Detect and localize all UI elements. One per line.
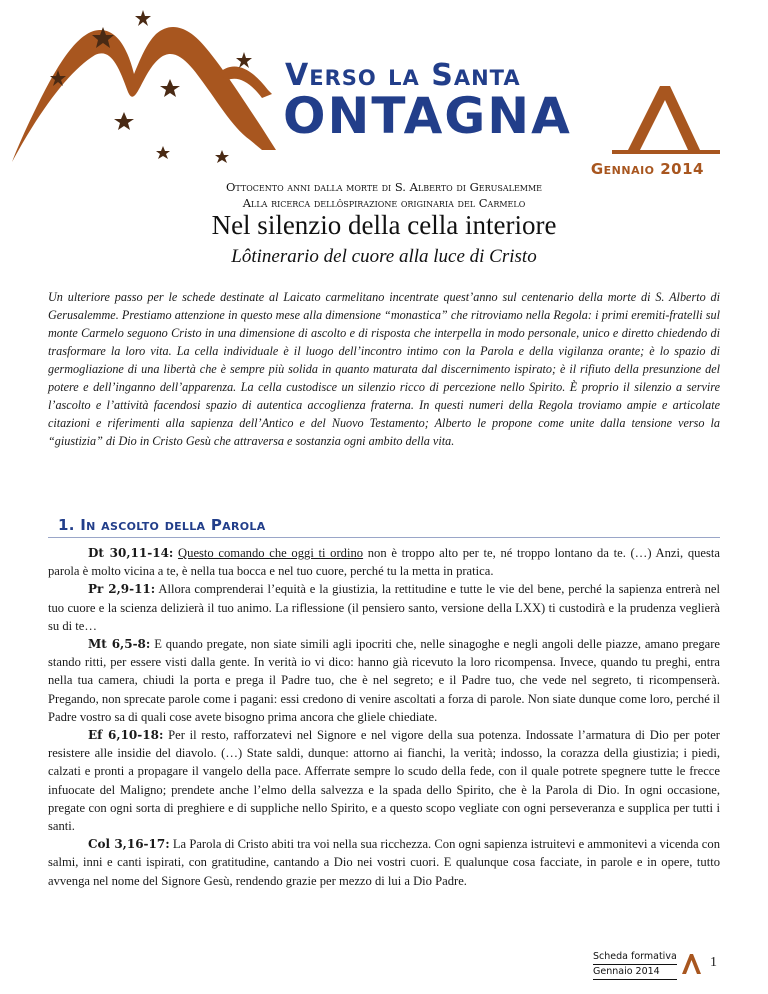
reading-paragraph	[48, 726, 720, 835]
reading-reference: Ef 6,10-18:	[88, 728, 164, 743]
mountain-a-icon	[680, 950, 702, 976]
section-title: 1. In ascolto della Parola	[58, 516, 266, 534]
page-title: Nel silenzio della cella interiore	[211, 210, 557, 240]
issue-date: Gennaio 2014	[590, 160, 704, 178]
reading-reference: Dt 30,11-14:	[88, 546, 174, 560]
footer-label-line2: Gennaio 2014	[593, 965, 677, 980]
footer-label	[593, 950, 677, 980]
reading-paragraph	[48, 580, 720, 635]
footer-label-line1: Scheda formativa	[593, 950, 677, 965]
subtitle-1: Ottocento anni dalla morte di S. Alberto di Gerusalemme	[225, 180, 543, 194]
reading-text: La Parola di Cristo abiti tra voi nella sua ricchezza. Con ogni sapienza istruitevi e ammonitevi a vicenda con salmi, inni e canti ispirati, con gratitudine, cantando a Dio nei vostri cuori. E qualunque cosa facciate, in parole e in opere, tutto avvenga nel nome del Signore Gesù, rendendo grazie per mezzo di lui a Dio Padre.	[48, 837, 720, 888]
reading-text: E quando pregate, non siate simili agli ipocriti che, nelle sinagoghe e negli angoli delle piazze, amano pregare stando ritti, per essere visti dalla gente. In verità io vi dico: hanno già ricevuto la loro ricompensa. Invece, quando tu preghi, entra nella tua camera, chiudi la porta e prega il Padre tuo, che è nel segreto; e il Padre tuo, che vede nel segreto, ti ricompenserà. Pregando, non sprecate parole come i pagani: essi credono di venire ascoltati a forza di parole. Non siate dunque come loro, perché il Padre vostro sa di quali cose avete bisogno prima ancora che gliele chiediate.	[48, 637, 720, 724]
reading-reference: Mt 6,5-8:	[88, 637, 151, 652]
title-line2: ONTAGNA	[283, 87, 572, 145]
title-line1: Verso la Santa	[285, 58, 521, 93]
reading-text: Per il resto, rafforzatevi nel Signore e nel vigore della sua potenza. Indossate l’armatura di Dio per poter resistere alle insidie del diavolo. (…) State saldi, dunque: attorno ai fianchi, la verità; indosso, la corazza della giustizia; i piedi, calzati e pronti a propagare il vangelo della pace. Afferrate sempre lo scudo della fede, con il quale potrete spegnere tutte le frecce infuocate del Maligno; prendete anche l’elmo della salvezza e la spada dello Spirito, che è la Parola di Dio. In ogni occasione, pregate con ogni sorta di preghiere e di suppliche nello Spirito, e a questo scopo vegliate con ogni perseveranza e supplica per tutti i santi.	[48, 728, 720, 834]
section-divider	[48, 537, 720, 538]
subtitle-2: Alla ricerca dellôspirazione originaria del Carmelo	[242, 196, 526, 210]
intro-paragraph: Un ulteriore passo per le schede destinate al Laicato carmelitano incentrate quest’anno sul centenario della morte di S. Alberto di Gerusalemme. Prestiamo attenzione in questo mese alla dimensione “monastica” che ritroviamo nella Regola: i primi eremiti-fratelli sul monte Carmelo seguono Cristo in una dimensione di ascolto e di risposta che interpella in modo personale, unico e diretto chiedendo di trasformare la loro vita. La cella individuale è il luogo dell’incontro intimo con la Parola e della vigilanza orante; è lo spazio di germogliazione di una libertà che è sempre più solida in quanto maturata dal discernimento ispirato; è il rifiuto della presunzione del potere e dell’inganno dell’apparenza. La cella custodisce un silenzio ricco di percezione nello Spirito. È proprio il silenzio a servire l’ascolto e l’attività facendosi spazio di autentica accoglienza fraterna. In questi numeri della Regola troviamo ampie e articolate citazioni e riferimenti alla sapienza dell’Antico e del Nuovo Testamento; Alberto le propone come unite dalla tensione verso la “giustizia” di Dio in Cristo Gesù che attraversa e sostanzia ogni ambito della vita.	[48, 290, 720, 448]
reading-text: non è troppo alto per te, né troppo lontano da te. (…) Anzi, questa parola è molto vicina a te, è nella tua bocca e nel tuo cuore, perché tu la metta in pratica.	[48, 546, 721, 579]
reading-reference: Pr 2,9-11:	[88, 582, 156, 597]
reading-reference: Col 3,16-17:	[88, 837, 170, 852]
reading-text: Allora comprenderai l’equità e la giustizia, la rettitudine e tutte le vie del bene, perché la sapienza entrerà nel tuo cuore e la scienza delizierà il tuo animo. La riflessione (il pensiero santo, versione della LXX) ti custodirà e la prudenza veglierà su di te…	[48, 582, 720, 633]
scripture-readings	[48, 544, 720, 890]
page-number: 1	[710, 955, 717, 970]
reading-paragraph	[48, 635, 720, 726]
page-subtitle: Lôtinerario del cuore alla luce di Cristo	[231, 246, 537, 267]
reading-lead: Questo comando che oggi ti ordino	[178, 546, 364, 560]
reading-paragraph	[48, 835, 720, 890]
reading-paragraph	[48, 544, 720, 580]
